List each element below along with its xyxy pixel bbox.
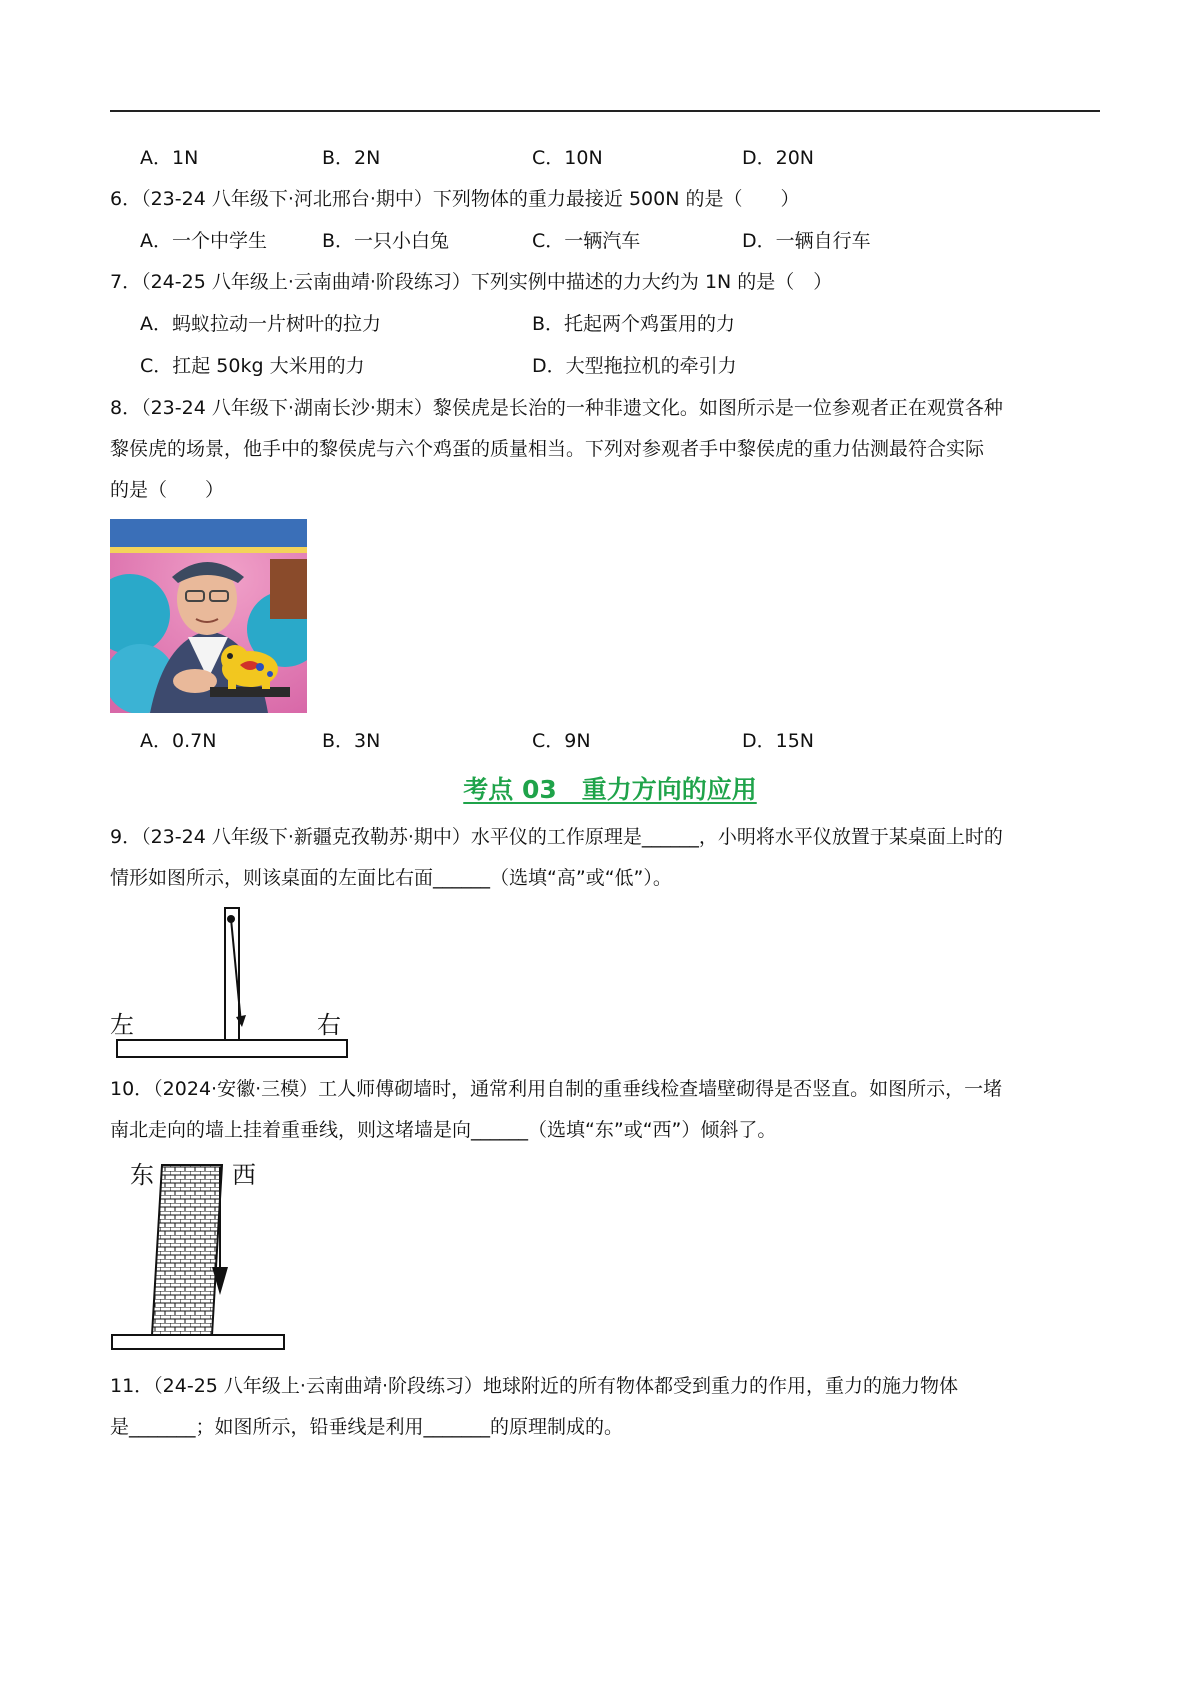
q6-option-c[interactable]: C．一辆汽车 <box>532 230 641 252</box>
q7-stem: 7．（24-25 八年级上·云南曲靖·阶段练习）下列实例中描述的力大约为 1N 的是（ ） <box>110 271 833 293</box>
q6-stem: 6．（23-24 八年级下·河北邢台·期中）下列物体的重力最接近 500N 的是（ ） <box>110 188 800 210</box>
q10-stem-line-1: 10．（2024·安徽·三模）工人师傅砌墙时，通常利用自制的重垂线检查墙壁砌得是否竖直。如图所示，一堵 <box>110 1078 1003 1100</box>
q7-option-a[interactable]: A．蚂蚁拉动一片树叶的拉力 <box>140 313 381 335</box>
q10-label-west: 西 <box>232 1161 256 1189</box>
q8-option-c[interactable]: C．9N <box>532 730 591 752</box>
q8-stem-line-1: 8．（23-24 八年级下·湖南长沙·期末）黎侯虎是长治的一种非遗文化。如图所示是一位参观者正在观赏各种 <box>110 397 1003 419</box>
q5-option-b[interactable]: B．2N <box>322 147 381 169</box>
q7-option-c[interactable]: C．扛起 50kg 大米用的力 <box>140 355 365 377</box>
q8-photo-visitor-with-tiger-toy <box>110 519 307 713</box>
q7-option-d[interactable]: D．大型拖拉机的牵引力 <box>532 355 737 377</box>
q9-label-right: 右 <box>317 1011 341 1039</box>
q8-option-a[interactable]: A．0.7N <box>140 730 217 752</box>
header-rule <box>110 110 1100 112</box>
q5-option-d[interactable]: D．20N <box>742 147 815 169</box>
q9-stem-line-2: 情形如图所示，则该桌面的左面比右面______（选填“高”或“低”）。 <box>110 867 672 889</box>
q6-option-d[interactable]: D．一辆自行车 <box>742 230 871 252</box>
q10-label-east: 东 <box>130 1161 154 1189</box>
q10-wall-figure <box>110 1155 300 1355</box>
q8-option-b[interactable]: B．3N <box>322 730 381 752</box>
q6-option-b[interactable]: B．一只小白兔 <box>322 230 450 252</box>
q8-stem-line-2: 黎侯虎的场景，他手中的黎侯虎与六个鸡蛋的质量相当。下列对参观者手中黎侯虎的重力估测最符合实际 <box>110 438 985 460</box>
q8-stem-line-3: 的是（ ） <box>110 479 225 501</box>
section-heading: 考点 03 重力方向的应用 <box>463 775 757 804</box>
q9-stem-line-1: 9．（23-24 八年级下·新疆克孜勒苏·期中）水平仪的工作原理是______，小明将水平仪放置于某桌面上时的 <box>110 826 1003 848</box>
q10-stem-line-2: 南北走向的墙上挂着重垂线，则这堵墙是向______（选填“东”或“西”）倾斜了。 <box>110 1119 777 1141</box>
q9-label-left: 左 <box>110 1011 134 1039</box>
q11-stem-line-1: 11．（24-25 八年级上·云南曲靖·阶段练习）地球附近的所有物体都受到重力的作用，重力的施力物体 <box>110 1375 959 1397</box>
q11-stem-line-2: 是_______；如图所示，铅垂线是利用_______的原理制成的。 <box>110 1416 624 1438</box>
q6-option-a[interactable]: A．一个中学生 <box>140 230 267 252</box>
q7-option-b[interactable]: B．托起两个鸡蛋用的力 <box>532 313 736 335</box>
q9-level-figure <box>110 905 350 1060</box>
q8-option-d[interactable]: D．15N <box>742 730 815 752</box>
q5-option-c[interactable]: C．10N <box>532 147 603 169</box>
q5-option-a[interactable]: A．1N <box>140 147 199 169</box>
